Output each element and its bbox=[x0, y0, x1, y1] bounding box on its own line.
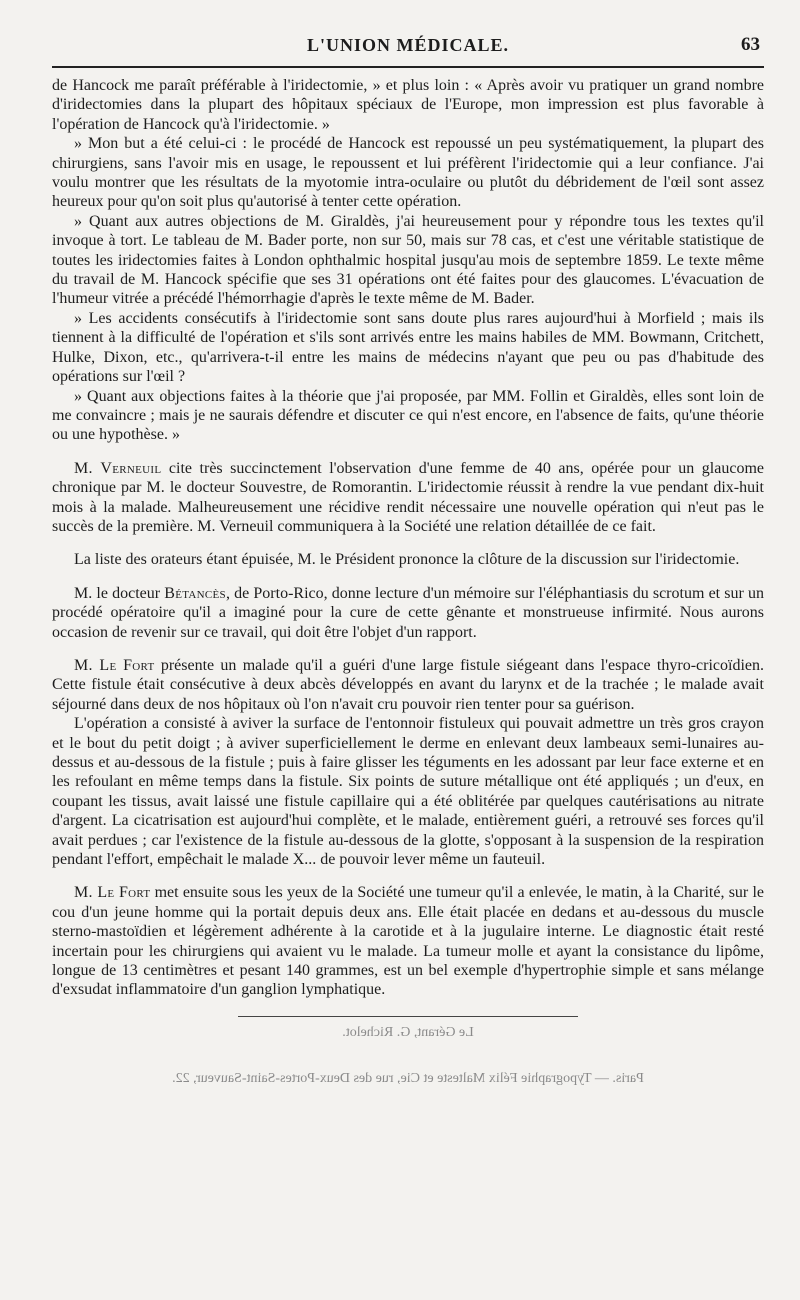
speaker-betances: Bétancès bbox=[164, 584, 226, 602]
paragraph-lefort-tumour bbox=[52, 883, 764, 999]
paragraph-theory: » Quant aux objections faites à la théorie que j'ai proposée, par MM. Follin et Giraldès, elles sont loin de me convaincre ; mais je ne saurais défendre et discuter ce qui n'est encore, en l'absence de faits, qu'une théorie ou une hypothèse. » bbox=[52, 387, 764, 444]
paragraph-lefort-fistula bbox=[52, 656, 764, 714]
paragraph-my-aim: » Mon but a été celui-ci : le procédé de Hancock est repoussé un peu systématiquement, la plupart des chirurgiens, sans l'avoir mis en usage, le repoussent et lui préfèrent l'iridectomie qui a leur confiance. J'ai voulu montrer que les résultats de la myotomie intra-oculaire ou plutôt du débridement de l'œil sont assez heureux pour qu'on soit plus qu'autorisé à tenter cette opération. bbox=[52, 135, 764, 211]
article-body bbox=[52, 76, 764, 1000]
paragraph-accidents: » Les accidents consécutifs à l'iridectomie sont sans doute plus rares aujourd'hui à Morfield ; mais ils tiennent à la difficulté de l'opération et s'ils sont arrivés entre les mains habiles de MM. Bowmann, Critchett, Hulke, Dixon, etc., qu'arrivera-t-il entre les mains de médecins n'ayant que peu ou pas d'habitude des opérations sur l'œil ? bbox=[52, 309, 764, 386]
header-rule bbox=[52, 66, 764, 68]
lefort-tumour-text: met ensuite sous les yeux de la Société une tumeur qu'il a enlevée, le matin, à la Charité, sur le cou d'un jeune homme qui la portait depuis deux ans. Elle était placée en dedans et au-dessous du muscle sterno-mastoïdien et légèrement adhérente à la carotide et à la jugulaire interne. Le diagnostic était resté incertain pour les chirurgiens qui avaient vu le malade. La tumeur molle et ayant la consistance du lipôme, longue de 13 centimètres et pesant 140 grammes, est un bel exemple d'hypertrophie simple et sans mélange d'exsudat inflammatoire d'un ganglion lymphatique. bbox=[52, 884, 765, 999]
paragraph-betances bbox=[52, 584, 764, 642]
journal-title: L'UNION MÉDICALE. bbox=[306, 35, 510, 55]
betances-lead: M. le docteur bbox=[74, 584, 161, 602]
paragraph-giraldes-objections: » Quant aux autres objections de M. Giraldès, j'ai heureusement pour y répondre tous les textes qu'il invoque à tort. Le tableau de M. Bader porte, non sur 50, mais sur 78 cas, et c'est une véritable statistique de toutes les iridectomies faites à London ophthalmic hospital jusqu'au mois de septembre 1859. Le texte même du travail de M. Hancock spécifie que ses 31 opérations ont été faites pour des glaucomes. L'évacuation de l'humeur vitrée a précédé l'hémorrhagie d'après le texte même de M. Bader. bbox=[52, 212, 764, 308]
betances-text: , de Porto-Rico, donne lecture d'un mémoire sur l'éléphantiasis du scrotum et sur un procédé opératoire qu'il a imaginé pour la cure de cette gênante et monstrueuse infirmité. Nous aurons occasion de revenir sur ce travail, qui doit être l'objet d'un rapport. bbox=[52, 584, 765, 641]
bleed-through-imprint: Paris. — Typographie Félix Malteste et Cie, rue des Deux-Portes-Saint-Sauveur, 22. bbox=[172, 1070, 644, 1086]
footer-rule bbox=[238, 1016, 578, 1017]
bleed-through-signature: Le Gérant, G. Richelot. bbox=[342, 1024, 474, 1040]
speaker-verneuil: M. Verneuil bbox=[74, 459, 162, 477]
paragraph-closing: La liste des orateurs étant épuisée, M. le Président prononce la clôture de la discussion sur l'iridectomie. bbox=[74, 551, 740, 569]
speaker-lefort: M. Le Fort bbox=[74, 656, 155, 674]
paragraph-verneuil bbox=[52, 459, 764, 537]
lefort-fistula-text: présente un malade qu'il a guéri d'une large fistule siégeant dans l'espace thyro-cricoïdien. Cette fistule était consécutive à deux abcès développés en avant du larynx et de la trachée ; le malade avait séjourné dans deux de nos hôpitaux où l'on n'avait cru pouvoir rien tenter pour sa guérison. bbox=[52, 656, 765, 713]
verneuil-text: cite très succinctement l'observation d'une femme de 40 ans, opérée pour un glaucome chronique par M. le docteur Souvestre, de Romorantin. L'iridectomie réussit à rendre la vue pendant dix-huit mois à la malade. Malheureusement une récidive rendit nécessaire une nouvelle opération qui n'eut pas le succès de la première. M. Verneuil communiquera à la Société une relation détaillée de ce fait. bbox=[52, 459, 765, 535]
paragraph-lefort-operation: L'opération a consisté à aviver la surface de l'entonnoir fistuleux qui pouvait admettre un très gros crayon et le bout du petit doigt ; à aviver superficiellement le derme en enlevant deux lambeaux semi-lunaires au-dessus et au-dessous de la fistule ; puis à faire glisser les téguments en les adossant par leur face externe et en les refoulant en même temps dans la fistule. Six points de suture métallique ont été appliqués ; un d'eux, en coupant les tissus, avait laissé une fistule capillaire qui a été oblitérée par quelques cautérisations au nitrate d'argent. La cicatrisation est aujourd'hui complète, et le malade, entièrement guéri, a retrouvé ses forces qu'il avait perdues ; car l'existence de la fistule au-dessous de la glotte, s'opposant à la suspension de la respiration pendant l'effort, empêchait le malade X... de pouvoir lever même un fauteuil. bbox=[52, 715, 764, 869]
paragraph-hancock-quote: de Hancock me paraît préférable à l'iridectomie, » et plus loin : « Après avoir vu pratiquer un grand nombre d'iridectomies dans la plupart des hôpitaux spéciaux de l'Europe, mon impression est plus favorable à l'opération de Hancock qu'à l'iridectomie. » bbox=[52, 77, 764, 133]
page-number: 63 bbox=[741, 34, 760, 55]
running-head bbox=[52, 30, 764, 66]
speaker-lefort-2: M. Le Fort bbox=[74, 884, 151, 902]
